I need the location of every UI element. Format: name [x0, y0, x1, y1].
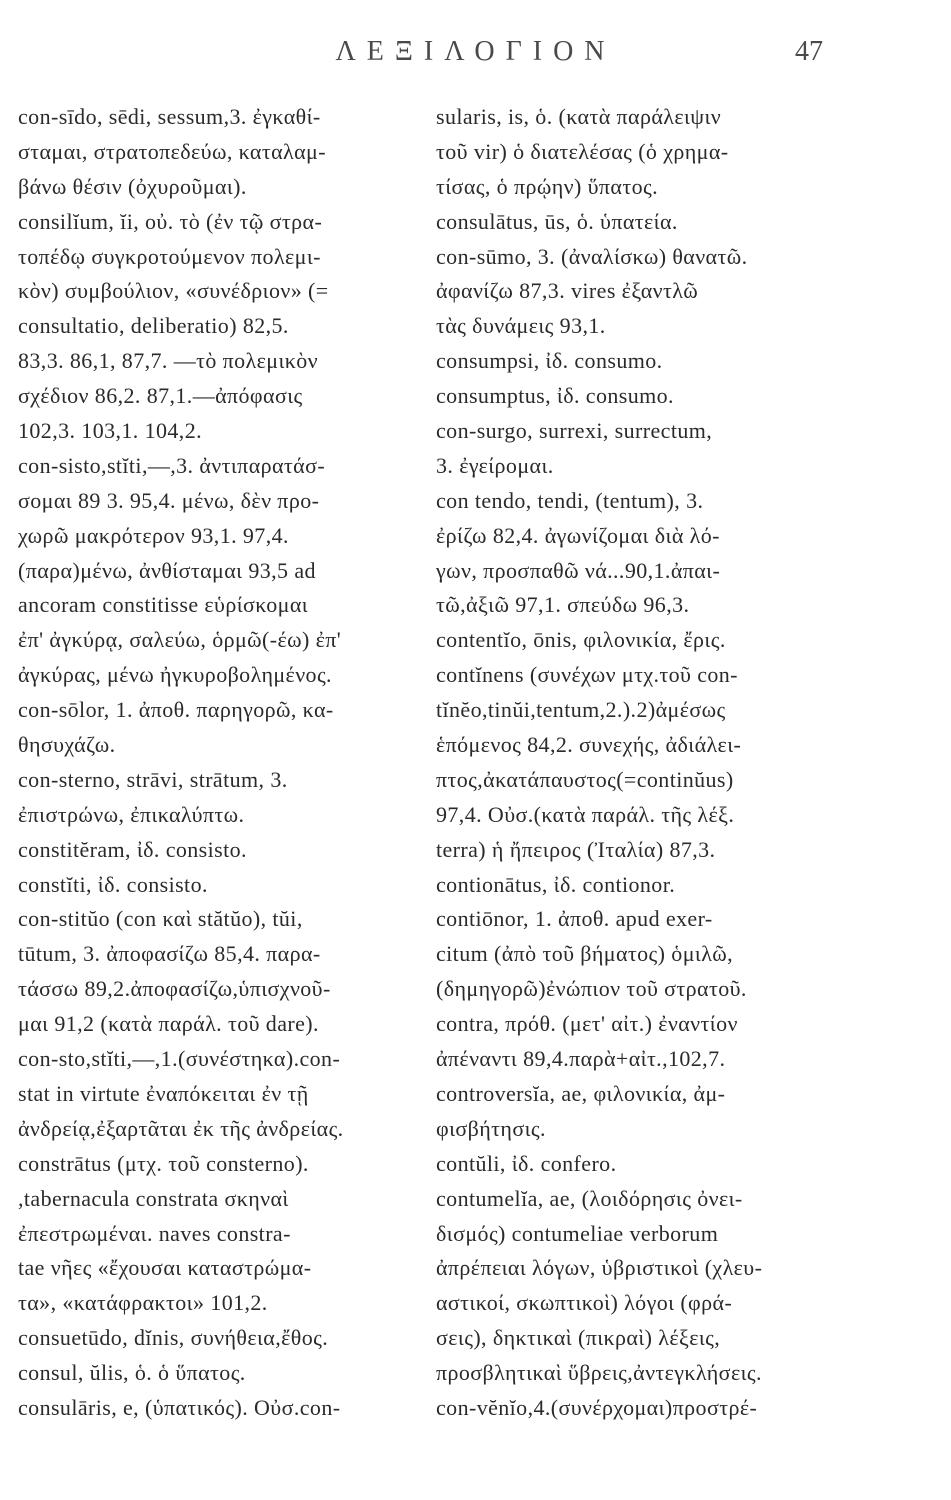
text-line: φισβήτησις.: [436, 1115, 546, 1141]
text-line: contentĭo, ōnis, φιλονικία, ἔρις.: [436, 627, 726, 653]
text-line: ἐρίζω 82,4. ἀγωνίζομαι διὰ λό-: [436, 522, 720, 548]
text-line: consulātus, ūs, ὁ. ὑπατεία.: [436, 208, 678, 234]
text-line: τοπέδῳ συγκροτούμενον πολεμι-: [18, 243, 321, 269]
text-line: τῶ,ἀξιῶ 97,1. σπεύδω 96,3.: [436, 592, 690, 618]
text-line: tĭnĕo,tinŭi,tentum,2.).2)ἀμέσως: [436, 697, 726, 723]
text-line: αστικοί, σκωπτικοὶ) λόγοι (φρά-: [436, 1290, 733, 1316]
text-line: con-sūmo, 3. (ἀναλίσκω) θανατῶ.: [436, 243, 748, 269]
text-line: χωρῶ μακρότερον 93,1. 97,4.: [18, 522, 289, 548]
text-line: controversĭa, ae, φιλονικία, ἀμ-: [436, 1080, 726, 1106]
text-line: contionātus, ἰδ. contionor.: [436, 871, 676, 897]
text-line: 97,4. Οὐσ.(κατὰ παράλ. τῆς λέξ.: [436, 801, 735, 827]
text-line: con tendo, tendi, (tentum), 3.: [436, 487, 704, 513]
right-column: [436, 100, 836, 1426]
text-line: πτος,ἀκατάπαυστος(=continŭus): [436, 766, 734, 792]
text-line: ἐπιστρώνω, ἐπικαλύπτω.: [18, 801, 245, 827]
text-line: contŭli, ἰδ. confero.: [436, 1150, 617, 1176]
text-line: con-sto,stĭti,—,1.(συνέστηκα).con-: [18, 1046, 341, 1072]
text-line: τοῦ vir) ὁ διατελέσας (ὁ χρημα-: [436, 138, 729, 164]
text-line: con-stitŭo (con καὶ stătŭo), tŭi,: [18, 906, 303, 932]
text-line: ,tabernacula constrata σκηναὶ: [18, 1185, 289, 1211]
text-line: sularis, is, ὁ. (κατὰ παράλειψιν: [436, 104, 722, 129]
text-line: stat in virtute ἐναπόκειται ἐν τῇ: [18, 1080, 309, 1106]
text-line: contĭnens (συνέχων μτχ.τοῦ con-: [436, 662, 738, 688]
text-line: constitĕram, ἰδ. consisto.: [18, 836, 247, 862]
text-line: 3. ἐγείρομαι.: [436, 452, 554, 478]
text-line: (δημηγορῶ)ἐνώπιον τοῦ στρατοῦ.: [436, 976, 747, 1002]
text-line: (παρα)μένω, ἀνθίσταμαι 93,5 ad: [18, 557, 316, 583]
text-line: ἑπόμενος 84,2. συνεχής, ἀδιάλει-: [436, 732, 742, 758]
text-line: ἐπ' ἀγκύρᾳ, σαλεύω, ὁρμῶ(-έω) ἐπ': [18, 627, 342, 653]
text-line: con-sterno, strāvi, strātum, 3.: [18, 766, 288, 792]
text-line: 102,3. 103,1. 104,2.: [18, 418, 202, 444]
text-line: con-sōlor, 1. ἀποθ. παρηγορῶ, κα-: [18, 697, 334, 723]
text-line: προσβλητικαὶ ὕβρεις,ἀντεγκλήσεις.: [436, 1360, 762, 1386]
text-line: ἀπέναντι 89,4.παρὰ+αἰτ.,102,7.: [436, 1046, 726, 1072]
text-line: consuetūdo, dĭnis, συνήθεια,ἔθος.: [18, 1325, 329, 1351]
running-title: ΛΕΞΙΛΟΓΙΟΝ: [335, 36, 616, 67]
text-line: ἀφανίζω 87,3. vires ἐξαντλῶ: [436, 278, 699, 304]
text-line: consul, ŭlis, ὁ. ὁ ὕπατος.: [18, 1360, 246, 1386]
text-line: ἀγκύρας, μένω ἠγκυροβολημένος.: [18, 662, 332, 688]
text-line: tūtum, 3. ἀποφασίζω 85,4. παρα-: [18, 941, 321, 967]
text-line: citum (ἀπὸ τοῦ βήματος) ὁμιλῶ,: [436, 941, 734, 967]
text-line: constĭti, ἰδ. consisto.: [18, 871, 208, 897]
text-line: ἐπεστρωμέναι. naves constra-: [18, 1220, 291, 1246]
text-line: consumpsi, ἰδ. consumo.: [436, 348, 663, 374]
text-line: con-sisto,stĭti,—,3. ἀντιπαρατάσ-: [18, 452, 326, 478]
left-column: [18, 100, 413, 1426]
text-line: τα», «κατάφρακτοι» 101,2.: [18, 1290, 268, 1316]
text-line: δισμός) contumeliae verborum: [436, 1220, 719, 1246]
text-line: σεις), δηκτικαὶ (πικραὶ) λέξεις,: [436, 1325, 721, 1351]
text-line: con-surgo, surrexi, surrectum,: [436, 418, 713, 444]
text-line: con-sīdo, sēdi, sessum,3. ἐγκαθί-: [18, 104, 321, 129]
text-line: τὰς δυνάμεις 93,1.: [436, 313, 606, 339]
text-line: κὸν) συμβούλιον, «συνέδριον» (=: [18, 278, 329, 304]
text-line: consultatio, deliberatio) 82,5.: [18, 313, 289, 339]
text-line: σταμαι, στρατοπεδεύω, καταλαμ-: [18, 138, 326, 164]
text-line: contumelĭa, ae, (λοιδόρησις ὀνει-: [436, 1185, 743, 1211]
text-line: ἀπρέπειαι λόγων, ὑβριστικοὶ (χλευ-: [436, 1255, 763, 1281]
text-line: 83,3. 86,1, 87,7. —τὸ πολεμικὸν: [18, 348, 319, 374]
text-line: θησυχάζω.: [18, 732, 116, 758]
text-line: σχέδιον 86,2. 87,1.—ἀπόφασις: [18, 383, 303, 409]
text-line: consilĭum, ĭi, οὐ. τὸ (ἐν τῷ στρα-: [18, 208, 323, 234]
text-line: terra) ἡ ἤπειρος (Ἰταλία) 87,3.: [436, 836, 716, 862]
text-line: ἀνδρείᾳ,ἐξαρτᾶται ἐκ τῆς ἀνδρείας.: [18, 1115, 344, 1141]
text-line: ancoram constitisse εὑρίσκομαι: [18, 592, 309, 618]
page-number: 47: [795, 36, 823, 67]
text-line: contra, πρόθ. (μετ' αἰτ.) ἐναντίον: [436, 1011, 738, 1037]
text-line: τάσσω 89,2.ἀποφασίζω,ὑπισχνοῦ-: [18, 976, 331, 1002]
text-line: con-vĕnĭo,4.(συνέρχομαι)προστρέ-: [436, 1394, 758, 1420]
text-line: μαι 91,2 (κατὰ παράλ. τοῦ dare).: [18, 1011, 319, 1037]
text-line: tae νῆες «ἔχουσαι καταστρώμα-: [18, 1255, 312, 1281]
running-header: [0, 36, 951, 76]
text-line: γων, προσπαθῶ νά...90,1.ἀπαι-: [436, 557, 721, 583]
text-line: contiōnor, 1. ἀποθ. apud exer-: [436, 906, 713, 932]
text-line: σομαι 89 3. 95,4. μένω, δὲν προ-: [18, 487, 320, 513]
text-line: consumptus, ἰδ. consumo.: [436, 383, 674, 409]
text-line: constrātus (μτχ. τοῦ consterno).: [18, 1150, 309, 1176]
text-line: consulāris, e, (ὑπατικός). Οὐσ.con-: [18, 1394, 341, 1420]
text-line: βάνω θέσιν (ὀχυροῦμαι).: [18, 173, 247, 199]
text-line: τίσας, ὁ πρῴην) ὕπατος.: [436, 173, 658, 199]
